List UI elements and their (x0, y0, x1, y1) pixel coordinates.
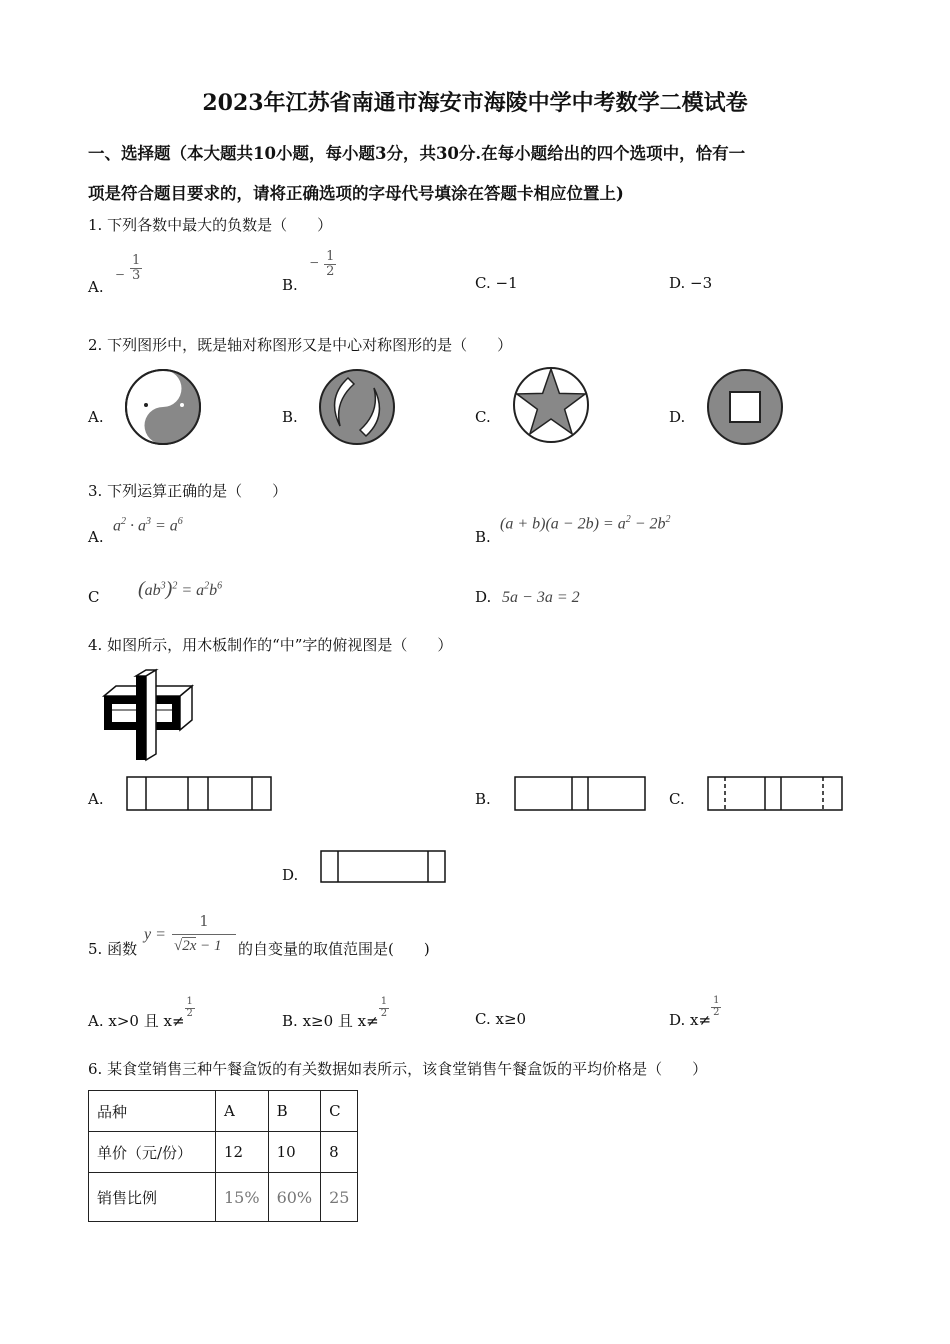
q4-option-d-label: D. (282, 866, 299, 884)
q4-stem: 4. 如图所示，用木板制作的“中”字的俯视图是（ ） (88, 636, 453, 654)
section-heading-line2: 项是符合题目要求的，请将正确选项的字母代号填涂在答题卡相应位置上) (88, 184, 624, 203)
q4-option-a-figure[interactable] (126, 776, 274, 812)
q4-option-a-label: A. (88, 790, 104, 808)
table-cell: 60% (268, 1173, 321, 1222)
q3-option-d[interactable]: D. 5a − 3a = 2 (475, 588, 580, 606)
q6-stem: 6. 某食堂销售三种午餐盒饭的有关数据如表所示，该食堂销售午餐盒饭的平均价格是（ ） (88, 1060, 708, 1078)
q5-option-a[interactable]: A. x>0 且 x≠ $\frac{1}{2}$ (88, 996, 193, 1030)
table-cell: 销售比例 (89, 1173, 216, 1222)
zhong-character-3d-figure (100, 668, 196, 764)
q2-stem: 2. 下列图形中，既是轴对称图形又是中心对称图形的是（ ） (88, 336, 513, 354)
q1-option-d[interactable]: D. −3 (669, 274, 713, 292)
page-title: 2023年江苏省南通市海安市海陵中学中考数学二模试卷 (202, 90, 748, 116)
q5-function-numerator: 1 (199, 912, 209, 930)
q1-b-fraction: $\frac{1}{2}$ (326, 249, 335, 279)
table-row (89, 1173, 358, 1222)
q5-option-b[interactable]: B. x≥0 且 x≠ $\frac{1}{2}$ (282, 996, 388, 1030)
square-hole-coin-figure[interactable] (706, 368, 784, 446)
q3-option-c-label: C (88, 588, 100, 606)
table-cell: 8 (321, 1132, 358, 1173)
q5-option-c[interactable]: C. x≥0 (475, 1010, 527, 1028)
table-row (89, 1091, 358, 1132)
table-cell: 品种 (89, 1091, 216, 1132)
q4-option-c-figure[interactable] (707, 776, 845, 812)
q4-option-d-figure[interactable] (320, 850, 448, 886)
q1-option-a[interactable]: A. − $\frac{1}{3}$ (88, 253, 141, 297)
table-row (89, 1132, 358, 1173)
q3-option-b-label: B. (475, 528, 491, 546)
table-cell: 25 (321, 1173, 358, 1222)
table-cell: C (321, 1091, 358, 1132)
q6-data-table (88, 1090, 358, 1222)
crescent-moons-figure[interactable] (318, 368, 396, 446)
table-cell: 15% (216, 1173, 269, 1222)
table-cell: 单价（元/份） (89, 1132, 216, 1173)
q4-option-b-figure[interactable] (514, 776, 648, 812)
q3-option-a-label: A. (88, 528, 104, 546)
q5-stem-suffix: 的自变量的取值范围是( ) (238, 940, 430, 958)
q3-stem: 3. 下列运算正确的是（ ） (88, 482, 288, 500)
q2-option-c-label: C. (475, 408, 491, 426)
star-in-circle-figure[interactable] (512, 366, 590, 444)
q2-option-d-label: D. (669, 408, 686, 426)
q4-option-c-label: C. (669, 790, 685, 808)
q1-stem: 1. 下列各数中最大的负数是（ ） (88, 216, 333, 234)
table-cell: 10 (268, 1132, 321, 1173)
q1-option-b[interactable]: B. − $\frac{1}{2}$ (282, 249, 335, 295)
q3-option-c-expression[interactable]: $(ab^3)^2 = a^2b^6$ (138, 578, 223, 600)
table-cell: B (268, 1091, 321, 1132)
q2-option-a-label: A. (88, 408, 104, 426)
q5-function-denominator: √2x − 1 (174, 938, 222, 954)
q1-option-c[interactable]: C. −1 (475, 274, 518, 292)
q5-option-d[interactable]: D. x≠ $\frac{1}{2}$ (669, 995, 720, 1029)
table-cell: A (216, 1091, 269, 1132)
q5-stem-prefix: 5. 函数 (88, 940, 138, 958)
table-cell: 12 (216, 1132, 269, 1173)
q1-a-fraction: $\frac{1}{3}$ (131, 253, 141, 283)
q3-option-a-expression[interactable]: $a^2 \cdot a^3 = a^6$ (113, 516, 183, 535)
q5-fraction-bar (172, 934, 236, 935)
yin-yang-figure[interactable] (124, 368, 202, 446)
q4-option-b-label: B. (475, 790, 491, 808)
q3-option-b-expression[interactable]: $(a + b)(a - 2b) = a^2 - 2b^2$ (500, 514, 671, 533)
q2-option-b-label: B. (282, 408, 298, 426)
section-heading-line1: 一、选择题（本大题共10小题，每小题3分，共30分.在每小题给出的四个选项中，恰有一 (88, 144, 746, 163)
q5-function-lhs: y = (144, 926, 166, 943)
